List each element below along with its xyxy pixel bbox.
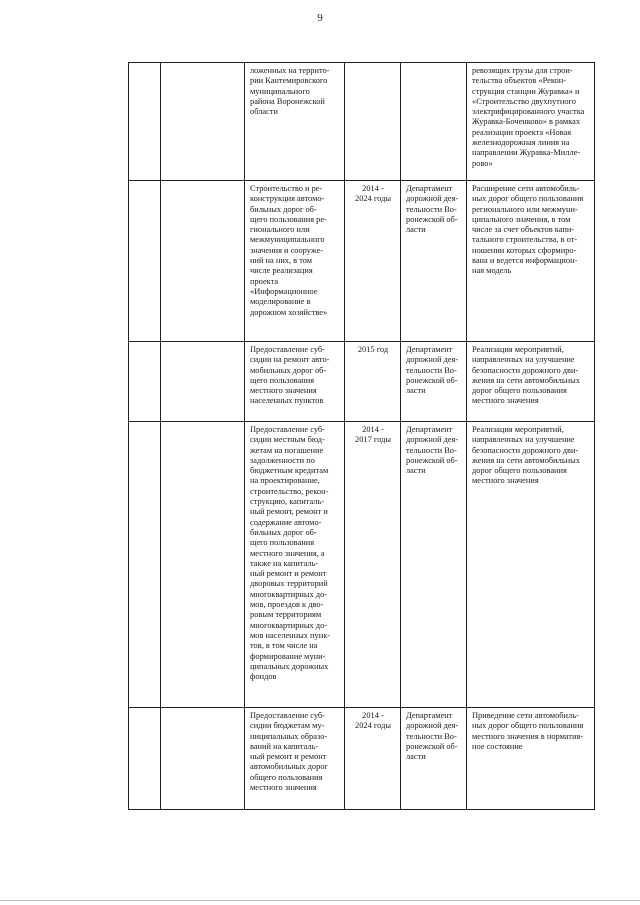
period-text: 2014 - 2024 годы — [355, 184, 391, 204]
result-cell — [467, 181, 595, 342]
measure-text: Строительство и ре- конструкция автомо- бильных дорог об- щего пользования ре- гионального или межмуниципального значения и сооруже- ний на них, в том числе реализация проекта «Информационное моделирование в дорожном хозяйстве» — [250, 184, 328, 317]
period-cell — [345, 422, 401, 708]
result-text: Реализация мероприятий, направленных на улучшение безопасности дорожного дви- жения на сети автомобильных дорог общего пользования местного значения — [472, 425, 580, 486]
empty-cell — [161, 342, 245, 422]
executor-cell — [401, 422, 467, 708]
measure-text: Предоставление суб- сидии местным бюд- жетам на погашение задолженности по бюджетным кредитам на проектирование, строительство, рекон- струкцию, капиталь- ный ремонт, ремонт и содержание автомо- бильных дорог об- щего пользования местного значения, а также на капиталь- ный ремонт и ремонт дворовых территорий многоквартирных до- мов, проездов к дво- ровым территориям многоквартирных до- мов населенных пунк- тов, в том числе на формирование муни- ципальных дорожных фондов — [250, 425, 331, 682]
page-number: 9 — [317, 12, 323, 24]
executor-cell — [401, 708, 467, 810]
executor-cell — [401, 342, 467, 422]
table-row — [129, 422, 595, 708]
empty-cell — [129, 181, 161, 342]
result-cell — [467, 342, 595, 422]
empty-cell — [161, 63, 245, 181]
empty-cell — [161, 708, 245, 810]
table-row — [129, 708, 595, 810]
result-text: ревозящих грузы для строи- тельства объектов «Рекон- струкция станции Журавка» и «Строительство двухпутного электрифицированного участка Журавка-Боченково» в рамках реализации проекта «Новая железнодорожная линия на направлении Журавка-Милле- рово» — [472, 66, 585, 168]
table-row — [129, 342, 595, 422]
executor-text: Департамент дорожной дея- тельности Во- ронежской об- ласти — [406, 184, 459, 235]
empty-cell — [129, 342, 161, 422]
measure-text: ложенных на террито- рии Кантемировского муниципального района Воронежской области — [250, 66, 330, 117]
result-cell — [467, 422, 595, 708]
bottom-rule — [0, 900, 640, 901]
period-text: 2014 - 2017 годы — [355, 425, 391, 445]
result-text: Расширение сети автомобиль- ных дорог общего пользования регионального или межмуни- ципального значения, в том числе за счет объектов капи- тального строительства, в от- ношении которых сформиро- вана и ведется информацион- ная модель — [472, 184, 584, 276]
empty-cell — [129, 63, 161, 181]
measure-text: Предоставление суб- сидии бюджетам му- ниципальных образо- ваний на капиталь- ный ремонт и ремонт автомобильных дорог общего пользования местного значения — [250, 711, 328, 793]
executor-cell — [401, 181, 467, 342]
measure-cell — [245, 181, 345, 342]
period-text: 2015 год — [357, 345, 389, 354]
result-cell — [467, 708, 595, 810]
period-text: 2014 - 2024 годы — [355, 711, 391, 731]
executor-cell — [401, 63, 467, 181]
period-cell — [345, 708, 401, 810]
period-cell — [345, 342, 401, 422]
table-row — [129, 181, 595, 342]
executor-text: Департамент дорожной дея- тельности Во- ронежской об- ласти — [406, 345, 459, 396]
executor-text: Департамент дорожной дея- тельности Во- ронежской об- ласти — [406, 711, 459, 762]
empty-cell — [161, 422, 245, 708]
result-cell — [467, 63, 595, 181]
result-text: Реализация мероприятий, направленных на улучшение безопасности дорожного дви- жения на сети автомобильных дорог общего пользования местного значения — [472, 345, 580, 406]
measures-table — [128, 62, 595, 810]
empty-cell — [129, 708, 161, 810]
measure-text: Предоставление суб- сидии на ремонт авто- мобильных дорог об- щего пользования местного значения населенных пунктов — [250, 345, 330, 406]
result-text: Приведение сети автомобиль- ных дорог общего пользования местного значения в норматив- ное состояние — [472, 711, 584, 751]
period-cell — [345, 63, 401, 181]
measure-cell — [245, 63, 345, 181]
table-row — [129, 63, 595, 181]
period-cell — [345, 181, 401, 342]
empty-cell — [161, 181, 245, 342]
measure-cell — [245, 342, 345, 422]
measure-cell — [245, 422, 345, 708]
empty-cell — [129, 422, 161, 708]
executor-text: Департамент дорожной дея- тельности Во- ронежской об- ласти — [406, 425, 459, 476]
measure-cell — [245, 708, 345, 810]
